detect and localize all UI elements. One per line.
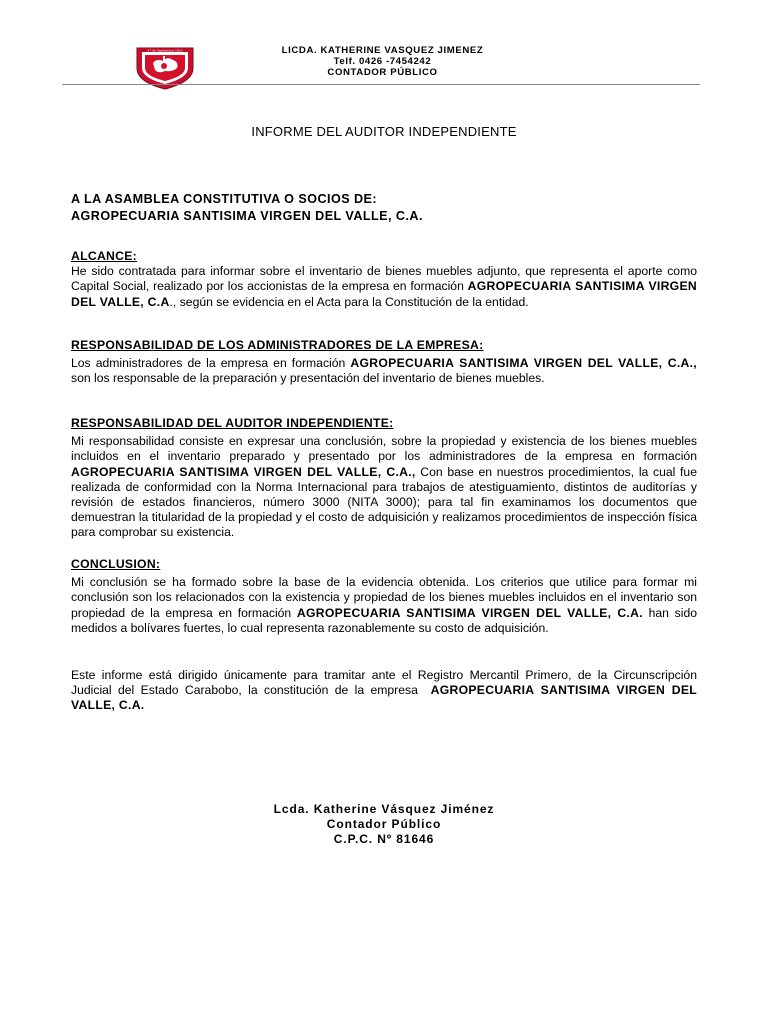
signatory-name: Lcda. Katherine Vásquez Jiménez (273, 802, 495, 816)
letterhead (200, 45, 565, 78)
section-heading: RESPONSABILIDAD DE LOS ADMINISTRADORES DE LA EMPRESA: (71, 338, 484, 352)
accountant-name: LICDA. KATHERINE VASQUEZ JIMENEZ (281, 45, 484, 56)
section-closing (71, 668, 697, 714)
college-seal-logo (133, 42, 197, 90)
phone-number: Telf. 0426 -7454242 (333, 56, 432, 67)
section-heading: ALCANCE: (71, 249, 138, 263)
section-scope (71, 249, 697, 310)
license-number: C.P.C. Nº 81646 (333, 831, 435, 846)
profession: CONTADOR PÚBLICO (327, 67, 438, 78)
management-paragraph: Los administradores de la empresa en formación AGROPECUARIA SANTISIMA VIRGEN DEL VALLE, C.A., son los responsable de la preparación y presentación del inventario de bienes muebles. (71, 356, 697, 386)
conclusion-paragraph: Mi conclusión se ha formado sobre la base de la evidencia obtenida. Los criterios que utilice para formar mi conclusión son los relacionados con la existencia y propiedad de los bienes muebles incluidos en el inventario son propiedad de la empresa en formación AGROPECUARIA SANTISIMA VIRGEN DEL VALLE, C.A. han sido medidos a bolívares fuertes, lo cual representa razonablemente su costo de adquisición. (71, 575, 698, 635)
addressee-line-2: AGROPECUARIA SANTISIMA VIRGEN DEL VALLE, C.A. (71, 208, 423, 223)
section-management-responsibility (71, 338, 697, 387)
section-heading: RESPONSABILIDAD DEL AUDITOR INDEPENDIENTE: (71, 416, 394, 430)
section-auditor-responsibility (71, 416, 697, 541)
section-conclusion (71, 557, 697, 636)
closing-paragraph: Este informe está dirigido únicamente para tramitar ante el Registro Mercantil Primero, de la Circunscripción Judicial del Estado Carabobo, la constitución de la empresa AGROPECUARIA SANTISIMA VIRGEN DEL VALLE, C.A. (71, 668, 697, 713)
signature-block (0, 802, 768, 846)
report-title: INFORME DEL AUDITOR INDEPENDIENTE (251, 124, 517, 139)
addressee (71, 191, 423, 224)
addressee-line-1: A LA ASAMBLEA CONSTITUTIVA O SOCIOS DE: (71, 192, 378, 206)
section-heading: CONCLUSION: (71, 557, 161, 571)
svg-text:27 de Septiembre 1915: 27 de Septiembre 1915 (147, 48, 183, 53)
scope-paragraph: He sido contratada para informar sobre el inventario de bienes muebles adjunto, que representa el aporte como Capital Social, realizado por los accionistas de la empresa en formación AGROPECUARIA SANTISIMA VIRGEN DEL VALLE, C.A., según se evidencia en el Acta para la Constitución de la entidad. (71, 264, 697, 309)
auditor-paragraph: Mi responsabilidad consiste en expresar una conclusión, sobre la propiedad y existencia de los bienes muebles incluidos en el inventario preparado y presentado por los administradores de la empresa en formación AGROPECUARIA SANTISIMA VIRGEN DEL VALLE, C.A., Con base en nuestros procedimientos, la cual fue realizada de conformidad con la Norma Internacional para trabajos de atestiguamiento, distintos de auditorías y revisión de estados financieros, número 3000 (NITA 3000); para tal fin examinamos los documentos que demuestran la titularidad de la propiedad y el costo de adquisición y realizamos procedimientos de inspección física para comprobar su existencia. (71, 434, 697, 540)
header-divider (62, 84, 700, 85)
signatory-title: Contador Público (326, 816, 442, 831)
